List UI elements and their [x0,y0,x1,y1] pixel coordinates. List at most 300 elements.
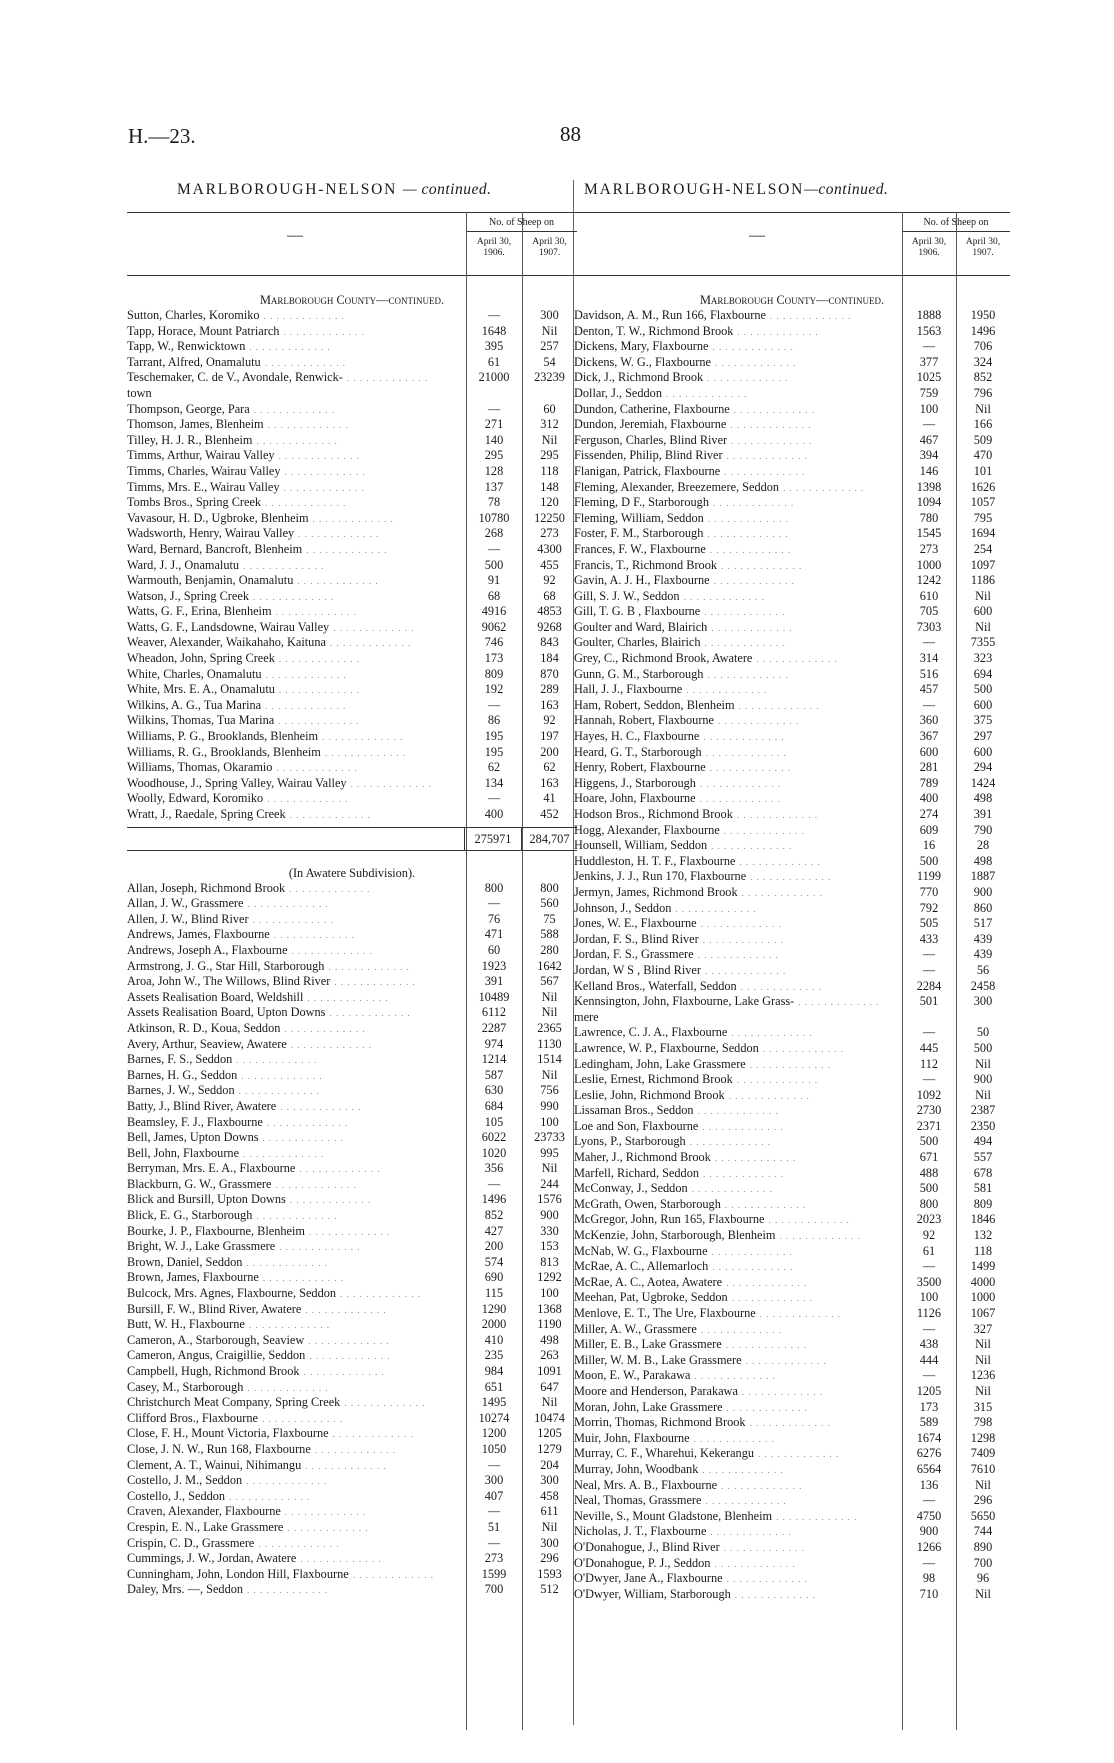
table-row [127,1115,577,1131]
owner-name-cell: Jordan, F. S., Blind River [574,931,699,946]
leader-dots: . . . . . . . . . . . . . [700,919,782,930]
owner-name-cell: Davidson, A. M., Run 166, Flaxbourne [574,308,766,322]
leader-dots: . . . . . . . . . . . . . [721,1480,803,1491]
owner-name-cell: Marfell, Richard, Seddon [574,1165,699,1180]
owner-name-cell: Watson, J., Spring Creek [127,588,249,603]
left-rows-county [127,308,577,823]
table-row [127,1582,577,1598]
sheep-1907-cell: 678 [973,1165,993,1180]
sheep-1906-cell: 78 [487,495,501,510]
leader-dots: . . . . . . . . . . . . . [723,1542,805,1553]
leader-dots: . . . . . . . . . . . . . [344,1398,426,1409]
owner-name-cell: Allen, J. W., Blind River [127,911,249,926]
sheep-1906-cell: 501 [919,994,939,1009]
sheep-1907-cell: 694 [973,666,993,681]
sheep-1907-cell: Nil [975,1056,991,1071]
sheep-1907-cell: 600 [973,604,993,619]
table-row [574,1025,1010,1041]
owner-name-cell: O'Dwyer, Jane A., Flaxbourne [574,1571,723,1586]
sheep-1907-cell: 600 [973,697,993,712]
sheep-1907-cell: Nil [541,323,558,338]
table-row [574,1228,1010,1244]
owner-name-cell: McRae, A. C., Allemarloch [574,1259,709,1274]
leader-dots: . . . . . . . . . . . . . [686,685,768,696]
table-row [127,729,577,745]
owner-name-cell: Woodhouse, J., Spring Valley, Wairau Valley [127,775,347,790]
table-row [574,1556,1010,1572]
leader-dots: . . . . . . . . . . . . . [279,1242,361,1253]
owner-name-cell: mere [574,1009,599,1024]
sheep-1906-cell: 4916 [481,604,507,619]
sheep-1907-cell: 900 [973,1072,993,1087]
table-row [574,651,1010,667]
leader-dots: . . . . . . . . . . . . . [707,373,789,384]
leader-dots: . . . . . . . . . . . . . [229,1491,311,1502]
owner-name-cell: Brown, James, Flaxbourne [127,1270,259,1285]
sheep-1907-cell: 295 [540,448,559,463]
sheep-1906-cell: 91 [487,573,501,588]
owner-name-cell: Leslie, Ernest, Richmond Brook [574,1072,733,1087]
sheep-1907-cell: 257 [540,339,559,354]
table-row [127,1099,577,1115]
sheep-1907-cell: 800 [540,880,559,895]
owner-name-cell: Tapp, Horace, Mount Patriarch [127,323,280,338]
leader-dots: . . . . . . . . . . . . . [247,899,329,910]
owner-name-cell: Fleming, William, Seddon [574,510,704,525]
sheep-1906-cell: — [487,541,501,556]
left-title-main: MARLBOROUGH-NELSON [177,181,398,198]
owner-name-cell: Wilkins, A. G., Tua Marina [127,697,262,712]
left-total-1906: 275971 [464,828,521,850]
owner-name-cell: Hounsell, William, Seddon [574,838,708,853]
sheep-1907-cell: 1424 [970,775,996,790]
leader-dots: . . . . . . . . . . . . . [723,825,805,836]
sheep-1906-cell: 500 [919,853,939,868]
sheep-1907-cell: 809 [973,1196,993,1211]
sheep-1907-cell: 1236 [970,1368,996,1383]
table-row [574,1462,1010,1478]
sheep-1907-cell: 1576 [537,1192,562,1207]
table-row [574,1290,1010,1306]
leader-dots: . . . . . . . . . . . . . [731,1293,813,1304]
sheep-1907-cell: 1279 [537,1441,562,1456]
owner-name-cell: McRae, A. C., Aotea, Awatere [574,1274,723,1289]
owner-name-cell: O'Dwyer, William, Starborough [574,1586,731,1601]
owner-name-cell: Lissaman Bros., Seddon [574,1103,694,1118]
sheep-1907-cell: 62 [543,760,556,775]
leader-dots: . . . . . . . . . . . . . [241,1070,323,1081]
table-row [574,1587,1010,1603]
leader-dots: . . . . . . . . . . . . . [731,435,813,446]
sheep-1906-cell: 273 [484,1551,504,1566]
sheep-1907-cell: 1368 [537,1301,562,1316]
right-table-body [574,292,1010,1602]
owner-name-cell: Casey, M., Starborough [127,1379,244,1394]
sheep-1907-cell: 1292 [537,1270,562,1285]
table-row [127,760,577,776]
sheep-1907-cell: 294 [973,760,993,775]
sheep-1907-cell: 289 [540,682,559,697]
owner-name-cell: Ward, Bernard, Bancroft, Blenheim [127,541,303,556]
table-row [127,573,577,589]
owner-name-cell: Avery, Arthur, Seaview, Awatere [127,1036,287,1051]
owner-name-cell: Morrin, Thomas, Richmond Brook [574,1415,746,1430]
leader-dots: . . . . . . . . . . . . . [334,977,416,988]
sheep-1907-cell: 4853 [537,604,562,619]
sheep-1906-cell: 6112 [481,1005,507,1020]
owner-name-cell: Batty, J., Blind River, Awatere [127,1098,277,1113]
leader-dots: . . . . . . . . . . . . . [346,373,429,384]
table-row [574,1306,1010,1322]
leader-dots: . . . . . . . . . . . . . [776,1511,858,1522]
sheep-1906-cell: — [922,339,936,354]
leader-dots: . . . . . . . . . . . . . [726,1277,808,1288]
leader-dots: . . . . . . . . . . . . . [725,1340,807,1351]
leader-dots: . . . . . . . . . . . . . [762,1043,845,1054]
table-row [127,1052,577,1068]
table-row [127,651,577,667]
leader-dots: . . . . . . . . . . . . . [714,1153,797,1164]
sheep-1906-cell: 710 [919,1586,939,1601]
sheep-1906-cell: 16 [922,838,936,853]
owner-name-cell: Berryman, Mrs. E. A., Flaxbourne [127,1161,296,1176]
table-row [574,1275,1010,1291]
leader-dots: . . . . . . . . . . . . . [243,560,325,571]
sheep-1906-cell: 1050 [481,1441,507,1456]
sheep-1906-cell: 10274 [478,1410,510,1425]
sheep-1906-cell: — [922,697,936,712]
owner-name-cell: Lawrence, C. J. A., Flaxbourne [574,1025,728,1040]
leader-dots: . . . . . . . . . . . . . [750,872,832,883]
sheep-1907-cell: 4000 [970,1274,996,1289]
owner-name-cell: Dickens, Mary, Flaxbourne [574,339,709,354]
sheep-1906-cell: 173 [919,1399,939,1414]
sheep-1907-cell: 200 [540,744,559,759]
left-header-1907: April 30, 1907. [532,237,567,258]
owner-name-cell: Grey, C., Richmond Brook, Awatere [574,651,753,666]
sheep-1907-cell: 1298 [970,1430,996,1445]
sheep-1906-cell: 1214 [481,1052,507,1067]
right-header-1907: April 30, 1907. [965,237,1001,258]
table-row [574,823,1010,839]
sheep-1907-cell: 391 [973,807,993,821]
owner-name-cell: Ledingham, John, Lake Grassmere [574,1056,746,1071]
table-row [574,838,1010,854]
sheep-1906-cell: 800 [484,880,504,895]
sheep-1906-cell: 457 [919,682,939,697]
leader-dots: . . . . . . . . . . . . . [768,1215,850,1226]
sheep-1906-cell: — [487,791,501,806]
owner-name-cell: O'Donahogue, J., Blind River [574,1539,720,1554]
table-row [127,339,577,355]
owner-name-cell: Cameron, A., Starborough, Seaview [127,1332,305,1347]
sheep-1907-cell: 1057 [970,495,996,510]
leader-dots: . . . . . . . . . . . . . [741,887,823,898]
table-row [127,308,577,324]
owner-name-cell: Aroa, John W., The Willows, Blind River [127,974,331,989]
owner-name-cell: Bourke, J. P., Flaxbourne, Blenheim [127,1223,305,1238]
table-row [127,881,577,897]
owner-name-cell: Clement, A. T., Wainui, Nihimangu [127,1457,302,1472]
owner-name-cell: Miller, E. B., Lake Grassmere [574,1337,722,1352]
leader-dots: . . . . . . . . . . . . . [333,622,415,633]
table-row [574,932,1010,948]
sheep-1907-cell: 1499 [970,1259,996,1274]
sheep-1906-cell: 900 [919,1524,939,1539]
table-row [574,355,1010,371]
owner-name-cell: McKenzie, John, Starborough, Blenheim [574,1228,776,1243]
sheep-1906-cell: 600 [919,744,939,759]
right-table-header [574,212,1010,276]
table-row [127,1130,577,1146]
owner-name-cell: Moran, John, Lake Grassmere [574,1399,723,1414]
owner-name-cell: Dollar, J., Seddon [574,385,662,400]
owner-name-cell: Lawrence, W. P., Flaxbourne, Seddon [574,1040,759,1055]
leader-dots: . . . . . . . . . . . . . [308,1335,390,1346]
owner-name-cell: Menlove, E. T., The Ure, Flaxbourne [574,1306,756,1320]
table-row [574,791,1010,807]
right-title-main: MARLBOROUGH-NELSON [584,181,805,198]
sheep-1907-cell: 1846 [970,1212,996,1227]
table-row [574,1103,1010,1119]
leader-dots: . . . . . . . . . . . . . [256,1211,338,1222]
table-row [127,943,577,959]
sheep-1906-cell: — [487,1176,501,1191]
owner-name-cell: Close, F. H., Mount Victoria, Flaxbourne [127,1426,329,1441]
sheep-1906-cell: 395 [484,339,504,354]
sheep-1906-cell: 1290 [481,1301,507,1316]
table-row [127,1426,577,1442]
owner-name-cell: Atkinson, R. D., Koua, Seddon [127,1020,281,1035]
leader-dots: . . . . . . . . . . . . . [709,544,792,555]
sheep-1906-cell: 9062 [481,619,507,634]
table-row [574,1368,1010,1384]
sheep-1907-cell: 860 [973,900,993,915]
leader-dots: . . . . . . . . . . . . . [737,326,819,337]
table-row [127,604,577,620]
sheep-1907-cell: 900 [540,1208,559,1223]
owner-name-cell: Goulter, Charles, Blairich [574,635,701,650]
table-row [127,324,577,340]
sheep-1907-cell: 4300 [537,541,562,556]
table-row [574,339,1010,355]
owner-name-cell: Crespin, E. N., Lake Grassmere [127,1519,284,1534]
leader-dots: . . . . . . . . . . . . . [267,794,349,805]
sheep-1907-cell: 581 [973,1181,993,1196]
leader-dots: . . . . . . . . . . . . . [713,576,795,587]
owner-name-cell: Murray, C. F., Wharehui, Kekerangu [574,1446,755,1461]
sheep-1907-cell: 1496 [970,323,996,338]
sheep-1907-cell: 23239 [534,370,565,385]
leader-dots: . . . . . . . . . . . . . [297,576,379,587]
owner-name-cell: Dundon, Catherine, Flaxbourne [574,401,730,416]
leader-dots: . . . . . . . . . . . . . [236,1055,318,1066]
table-row [127,776,577,792]
sheep-1906-cell: 587 [484,1067,504,1082]
sheep-1906-cell: 92 [922,1228,936,1243]
leader-dots: . . . . . . . . . . . . . [246,1476,328,1487]
leader-dots: . . . . . . . . . . . . . [724,1199,807,1210]
owner-name-cell: Tarrant, Alfred, Onamalutu [127,354,261,369]
leader-dots: . . . . . . . . . . . . . [243,1148,325,1159]
table-row [127,974,577,990]
table-row [574,433,1010,449]
table-row [127,713,577,729]
sheep-1906-cell: 1923 [481,958,507,973]
sheep-1906-cell: 60 [487,942,501,957]
owner-name-cell: Frances, F. W., Flaxbourne [574,541,706,556]
table-row [574,745,1010,761]
sheep-1907-cell: 756 [540,1083,559,1098]
leader-dots: . . . . . . . . . . . . . [707,529,789,540]
sheep-1907-cell: 184 [540,651,559,666]
sheep-1907-cell: Nil [541,1067,558,1082]
sheep-1907-cell: 132 [973,1228,993,1243]
leader-dots: . . . . . . . . . . . . . [779,1231,861,1242]
sheep-1907-cell: 273 [540,526,559,541]
sheep-1907-cell: 375 [973,713,993,728]
sheep-1906-cell: 2287 [481,1020,507,1035]
sheep-1906-cell: 173 [484,651,504,666]
sheep-1907-cell: 1000 [970,1290,996,1305]
leader-dots: . . . . . . . . . . . . . [691,1184,773,1195]
table-row [127,791,577,807]
table-row [127,1380,577,1396]
owner-name-cell: Andrews, Joseph A., Flaxbourne [127,942,288,957]
sheep-1906-cell: 3500 [916,1274,942,1289]
owner-name-cell: Tilley, H. J. R., Blenheim [127,432,253,447]
sheep-1907-cell: 439 [973,947,993,962]
sheep-1907-cell: 995 [540,1145,559,1160]
table-row [127,417,577,433]
leader-dots: . . . . . . . . . . . . . [262,1273,345,1284]
leader-dots: . . . . . . . . . . . . . [697,1106,779,1117]
leader-dots: . . . . . . . . . . . . . [283,326,365,337]
sheep-1906-cell: 68 [487,588,501,603]
table-row [574,635,1010,651]
leader-dots: . . . . . . . . . . . . . [322,732,404,743]
sheep-1907-cell: 296 [540,1551,559,1566]
table-row [574,604,1010,620]
leader-dots: . . . . . . . . . . . . . [291,945,373,956]
sheep-1907-cell: 795 [973,510,993,525]
table-row [574,869,1010,885]
leader-dots: . . . . . . . . . . . . . [238,1086,320,1097]
sheep-1906-cell: 746 [484,635,504,650]
sheep-1906-cell: — [487,1535,501,1550]
owner-name-cell: McGregor, John, Run 165, Flaxbourne [574,1212,765,1227]
sheep-1906-cell: — [922,635,936,650]
leader-dots: . . . . . . . . . . . . . [276,763,358,774]
table-row [574,1010,1010,1026]
sheep-1907-cell: 300 [540,308,559,322]
owner-name-cell: Tapp, W., Renwicktown [127,339,246,354]
sheep-1907-cell: 588 [540,927,559,942]
sheep-1907-cell: 315 [973,1399,993,1414]
owner-name-cell: Wratt, J., Raedale, Spring Creek [127,807,286,821]
leader-dots: . . . . . . . . . . . . . [350,778,432,789]
table-row [574,1197,1010,1213]
table-row [574,495,1010,511]
table-row [574,1431,1010,1447]
sheep-1906-cell: 1000 [916,557,942,572]
table-row [127,448,577,464]
owner-name-cell: Barnes, J. W., Seddon [127,1083,235,1098]
owner-name-cell: Jones, W. E., Flaxbourne [574,916,697,931]
table-row [574,1212,1010,1228]
sheep-1906-cell: 105 [484,1114,504,1129]
owner-name-cell: Williams, Thomas, Okaramio [127,760,273,775]
sheep-1906-cell: 134 [484,775,504,790]
owner-name-cell: Hayes, H. C., Flaxbourne [574,729,700,744]
owner-name-cell: Maher, J., Richmond Brook [574,1150,711,1165]
sheep-1907-cell: 23733 [534,1130,565,1145]
leader-dots: . . . . . . . . . . . . . [731,1028,813,1039]
sheep-1907-cell: Nil [975,588,991,603]
table-row [574,1353,1010,1369]
sheep-1906-cell: 112 [920,1056,938,1071]
table-row [127,745,577,761]
table-row [127,1083,577,1099]
table-row [127,927,577,943]
sheep-1906-cell: 1266 [916,1539,942,1554]
sheep-1907-cell: 1205 [537,1426,562,1441]
sheep-1907-cell: 560 [540,896,559,911]
leader-dots: . . . . . . . . . . . . . [714,1558,796,1569]
table-row [127,1146,577,1162]
left-rows-awatere [127,881,577,1598]
table-row [127,1520,577,1536]
sheep-1907-cell: 1694 [970,526,996,541]
leader-dots: . . . . . . . . . . . . . [278,451,360,462]
sheep-1906-cell: — [487,1457,501,1472]
sheep-1906-cell: 427 [484,1223,504,1238]
table-row [574,1088,1010,1104]
table-row [127,526,577,542]
owner-name-cell: Costello, J., Seddon [127,1488,226,1503]
table-row [574,573,1010,589]
sheep-1906-cell: 2000 [481,1317,507,1332]
leader-dots: . . . . . . . . . . . . . [264,357,346,368]
leader-dots: . . . . . . . . . . . . . [745,1355,827,1366]
sheep-1906-cell: 360 [919,713,939,728]
owner-name-cell: Campbell, Hugh, Richmond Brook [127,1364,300,1378]
owner-name-cell: Moore and Henderson, Parakawa [574,1383,738,1398]
sheep-1907-cell: 870 [540,666,559,681]
table-row [574,1166,1010,1182]
sheep-1906-cell: — [922,962,936,977]
sheep-1907-cell: 120 [540,495,559,510]
leader-dots: . . . . . . . . . . . . . [309,1351,391,1362]
table-row [574,448,1010,464]
sheep-1907-cell: 1642 [537,958,562,973]
leader-dots: . . . . . . . . . . . . . [287,1522,369,1533]
sheep-1907-cell: 300 [540,1535,559,1550]
sheep-1907-cell: 7610 [970,1461,996,1476]
sheep-1907-cell: 1950 [970,308,996,322]
leader-dots: . . . . . . . . . . . . . [263,311,345,321]
sheep-1907-cell: Nil [541,1519,558,1534]
sheep-1906-cell: — [922,947,936,962]
table-row [127,1567,577,1583]
table-row [574,1244,1010,1260]
sheep-1906-cell: 1495 [481,1395,507,1410]
sheep-1906-cell: 400 [919,791,939,806]
leader-dots: . . . . . . . . . . . . . [733,404,815,415]
table-row [127,370,577,386]
sheep-1907-cell: 900 [973,884,993,899]
owner-name-cell: Foster, F. M., Starborough [574,526,704,541]
